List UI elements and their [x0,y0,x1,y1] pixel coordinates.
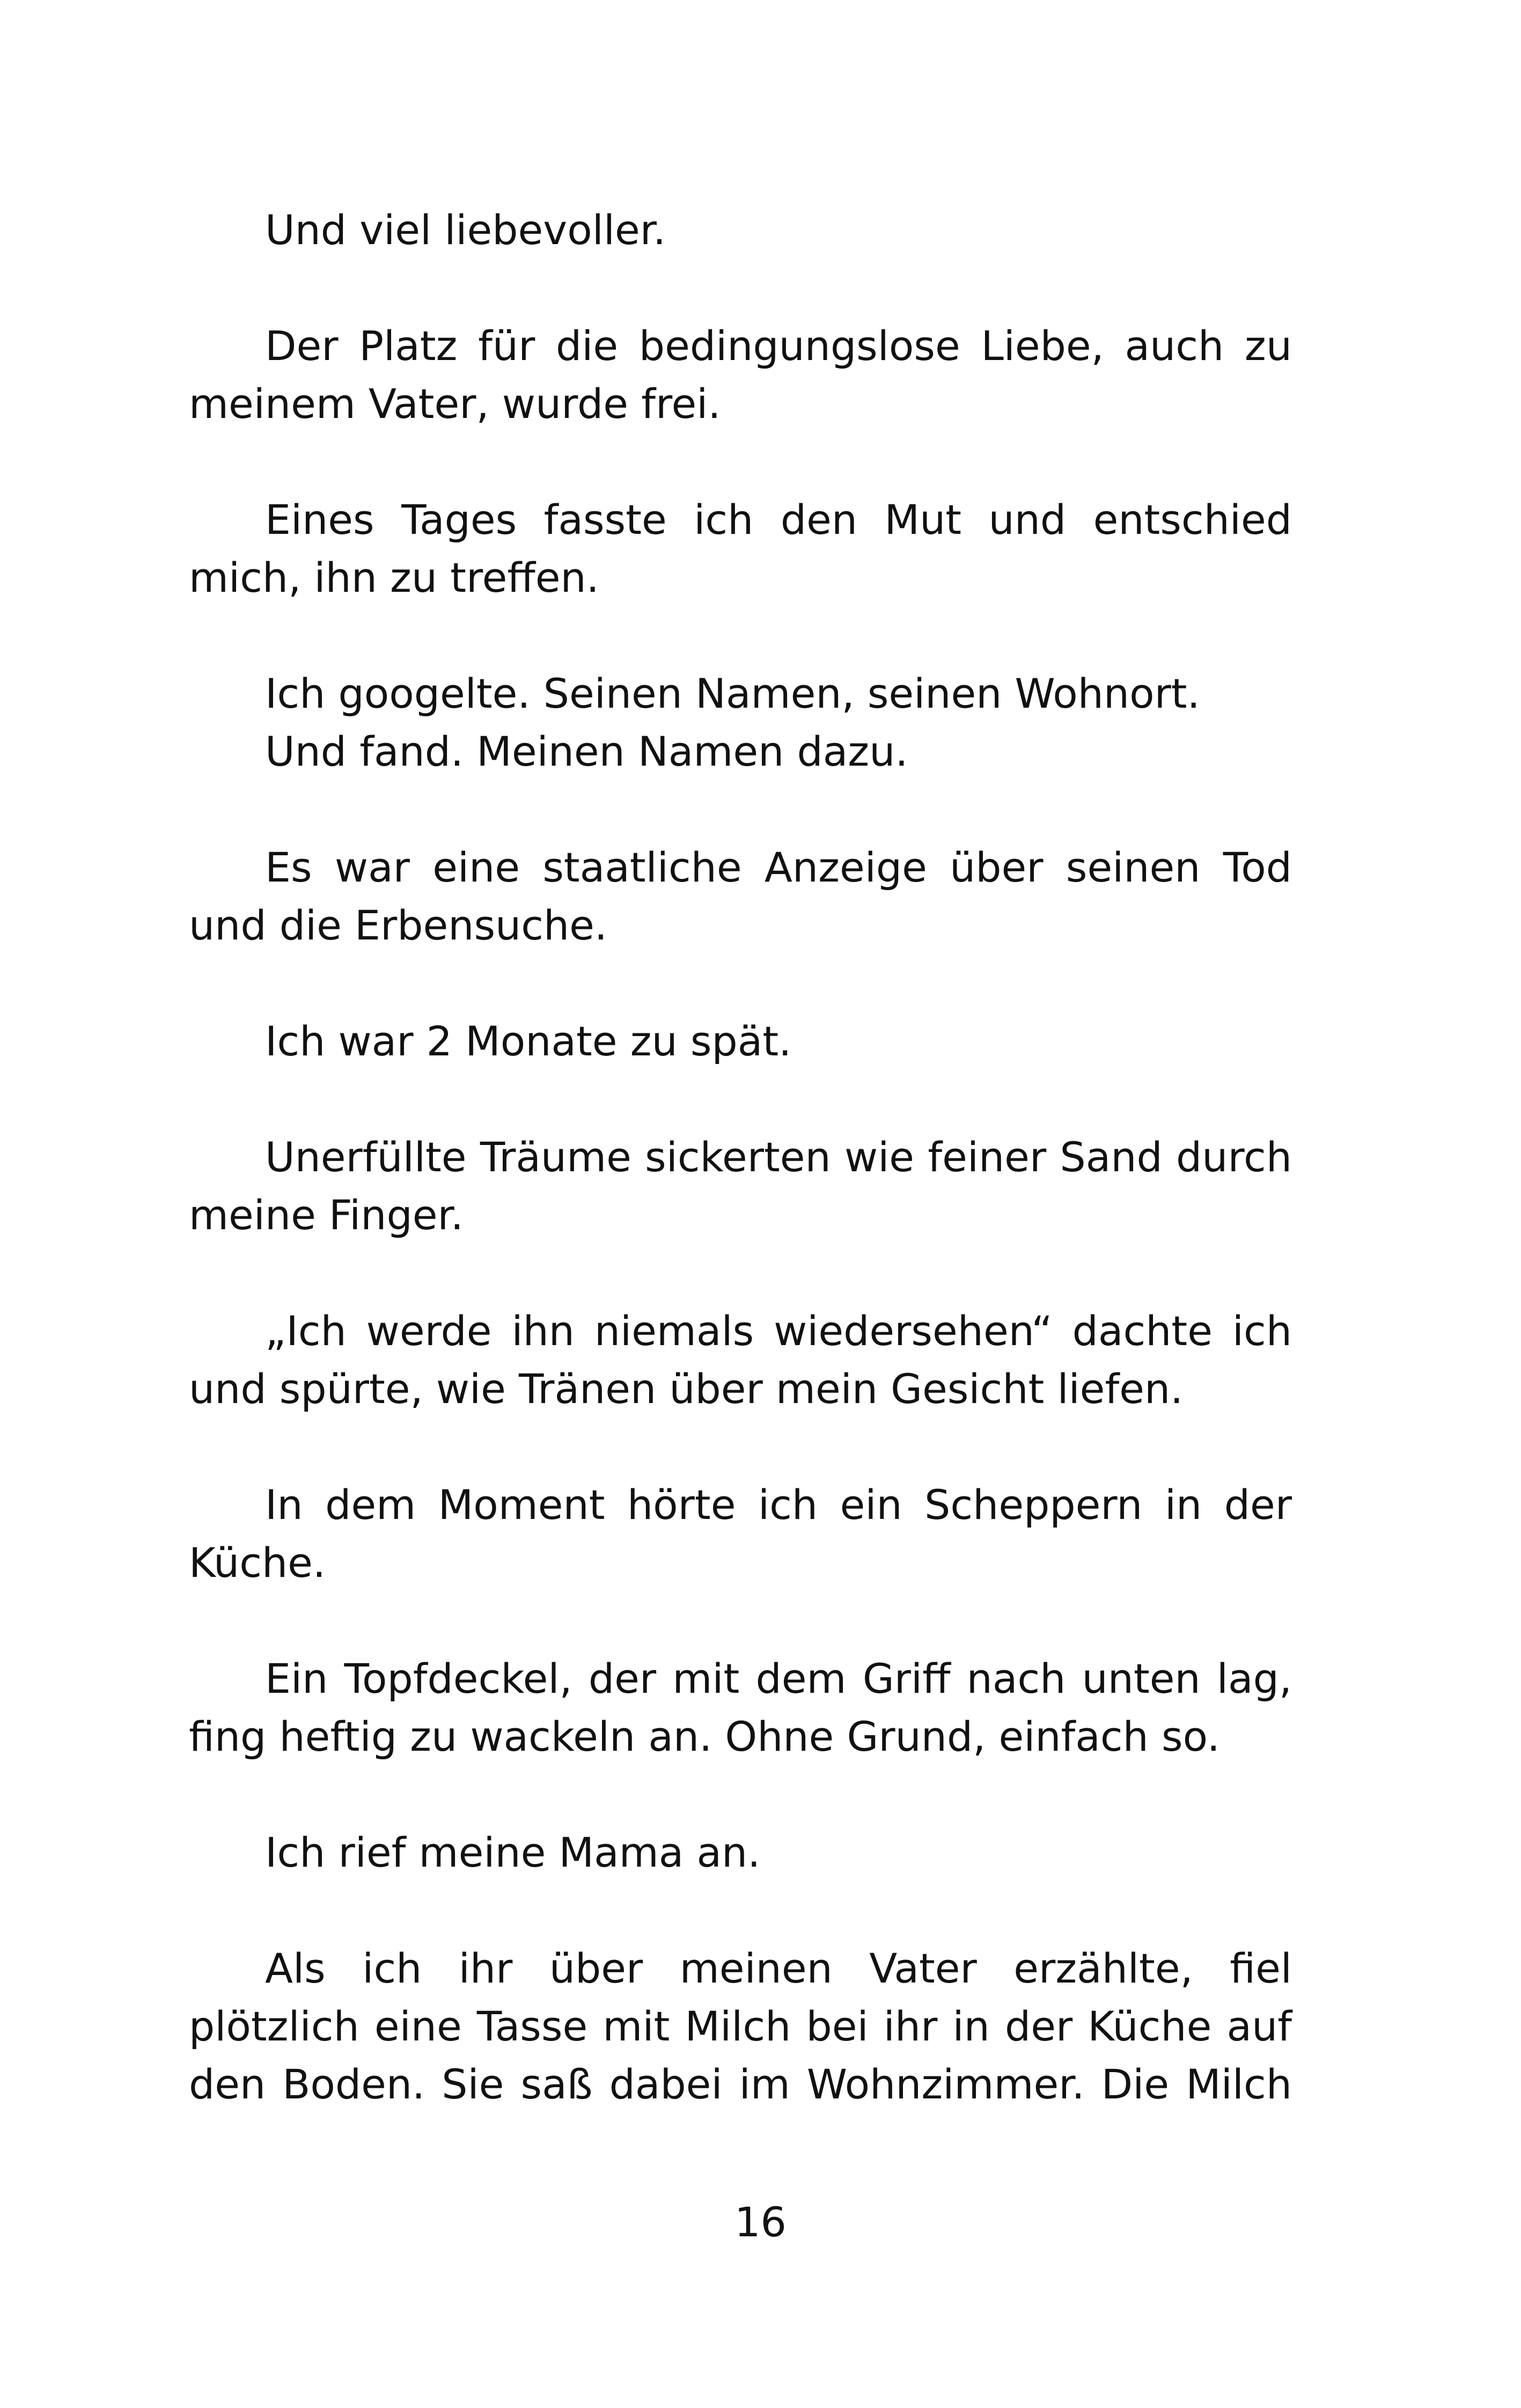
paragraph [189,839,1292,955]
text-line: Der Platz für die bedingungslose Liebe, auch zu meinem Vater, wurde frei. [189,322,1292,428]
paragraph [189,491,1292,607]
text-line: Eines Tages fasste ich den Mut und entschied mich, ihn zu treffen. [189,496,1292,601]
paragraph [189,317,1292,433]
text-line: Ich war 2 Monate zu spät. [265,1017,792,1065]
text-line: Es war eine staatliche Anzeige über seinen Tod und die Erbensuche. [189,843,1292,949]
text-line: „Ich werde ihn niemals wiedersehen“ dachte ich und spürte, wie Tränen über mein Gesicht liefen. [189,1307,1292,1413]
paragraph [189,1302,1292,1418]
paragraph [189,1128,1292,1244]
body-text [189,201,1292,2171]
paragraph [189,1650,1292,1766]
text-line: Und fand. Meinen Namen dazu. [265,728,908,775]
paragraph [189,1476,1292,1592]
paragraph [189,1012,1292,1070]
page-number: 16 [734,2198,787,2246]
paragraph [189,1824,1292,1882]
text-line: Ein Topfdeckel, der mit dem Griff nach unten lag, fing heftig zu wackeln an. Ohne Grund, einfach so. [189,1655,1292,1760]
paragraph [189,665,1292,781]
text-line: Ich rief meine Mama an. [265,1829,761,1876]
text-line: Ich googelte. Seinen Namen, seinen Wohnort. [265,670,1200,717]
text-line: Unerfüllte Träume sickerten wie feiner Sand durch meine Finger. [189,1133,1292,1239]
text-line: Und viel liebevoller. [265,206,666,254]
paragraph [189,1940,1292,2113]
text-line: Als ich ihr über meinen Vater erzählte, fiel plötzlich eine Tasse mit Milch bei ihr in der Küche auf den Boden. Sie saß dabei im Wohnzimmer. Die Milch [189,1944,1292,2108]
paragraph [189,201,1292,259]
text-line: In dem Moment hörte ich ein Scheppern in der Küche. [189,1481,1292,1587]
